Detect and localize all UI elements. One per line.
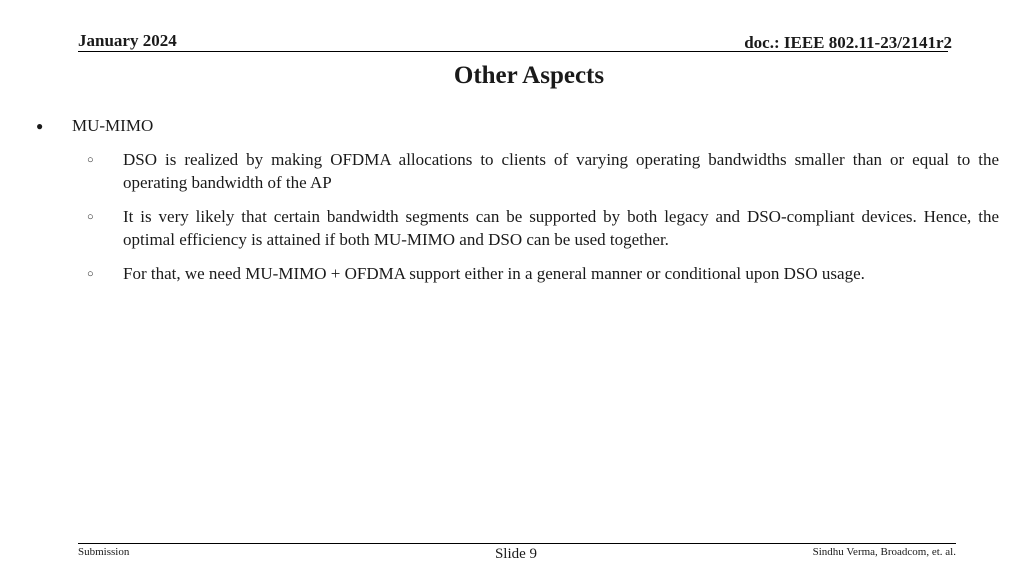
bullet-circle-icon: ○ [87, 154, 94, 166]
bullet-item [0, 114, 1024, 138]
header-doc-id: doc.: IEEE 802.11-23/2141r2 [744, 33, 952, 52]
sub-bullet-item [0, 262, 1024, 285]
bullet-circle-icon: ○ [87, 211, 94, 223]
sub-bullet-text: For that, we need MU-MIMO + OFDMA support either in a general manner or conditional upon DSO usage. [123, 264, 865, 283]
bullet-circle-icon: ○ [87, 268, 94, 280]
sub-bullet-text: It is very likely that certain bandwidth segments can be supported by both legacy and DSO-compliant devices. Hence, the optimal efficiency is attained if both MU-MIMO and DSO can be used together. [123, 207, 999, 249]
slide-title: Other Aspects [453, 62, 605, 89]
footer-divider [78, 543, 956, 544]
footer-slide-number: Slide 9 [494, 546, 538, 562]
footer-authors: Sindhu Verma, Broadcom, et. al. [812, 546, 956, 558]
slide-content [0, 114, 1024, 296]
bullet-text: MU-MIMO [72, 116, 154, 135]
bullet-dot-icon: ● [36, 119, 44, 133]
sub-bullet-item [0, 148, 1024, 194]
header-date: January 2024 [78, 31, 177, 50]
sub-bullet-list [0, 148, 1024, 285]
sub-bullet-item [0, 205, 1024, 251]
footer-submission: Submission [78, 546, 130, 558]
header-divider [78, 51, 948, 52]
sub-bullet-text: DSO is realized by making OFDMA allocations to clients of varying operating bandwidths smaller than or equal to the operating bandwidth of the AP [123, 150, 999, 192]
